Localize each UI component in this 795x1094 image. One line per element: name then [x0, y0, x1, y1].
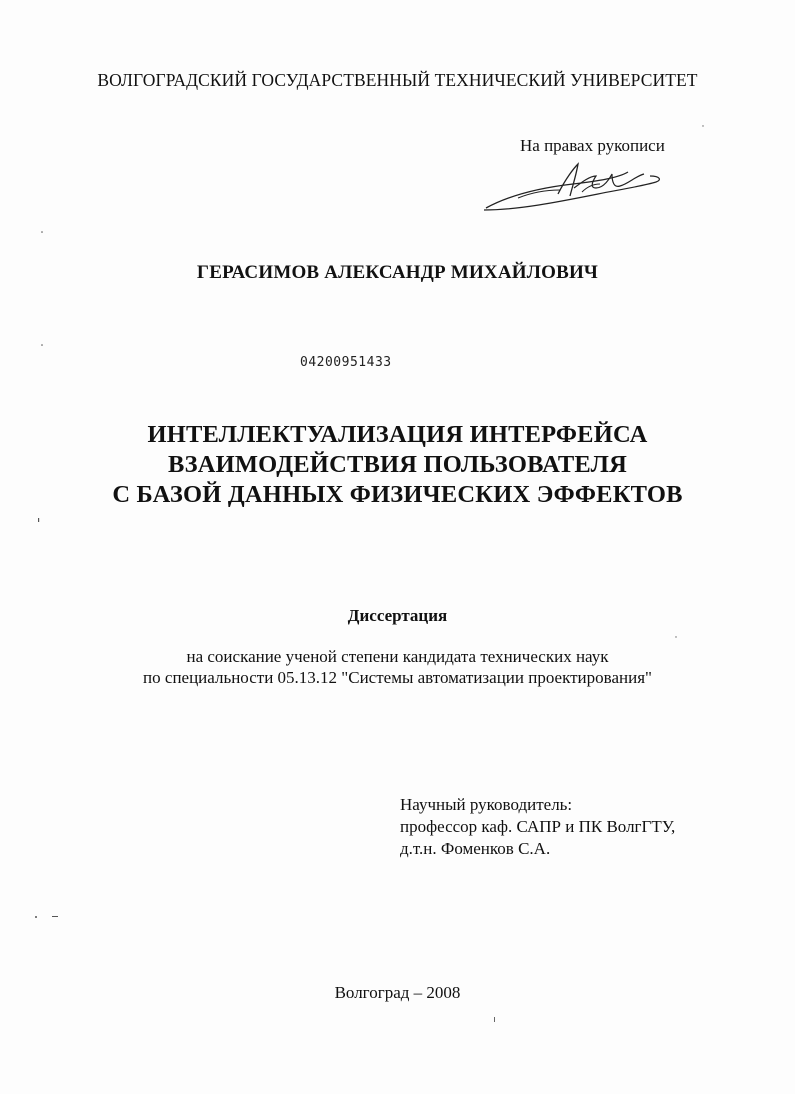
- document-type: Диссертация: [347, 606, 448, 625]
- university-name: ВОЛГОГРАДСКИЙ ГОСУДАРСТВЕННЫЙ ТЕХНИЧЕСКИЙ УНИВЕРСИТЕТ: [97, 70, 698, 90]
- supervisor-label: Научный руководитель:: [400, 795, 573, 814]
- city-year: Волгоград – 2008: [334, 983, 461, 1002]
- supervisor-position: профессор каф. САПР и ПК ВолгГТУ,: [400, 817, 676, 836]
- supervisor-block: [400, 794, 675, 860]
- degree-description: [0, 646, 795, 688]
- degree-line-1: на соискание ученой степени кандидата технических наук: [186, 647, 609, 666]
- registration-code: 04200951433: [300, 355, 392, 370]
- degree-line-2: по специальности 05.13.12 "Системы автоматизации проектирования": [143, 668, 652, 687]
- author-name: ГЕРАСИМОВ АЛЕКСАНДР МИХАЙЛОВИЧ: [196, 262, 599, 283]
- manuscript-rights-label: На правах рукописи: [520, 136, 665, 155]
- supervisor-name: д.т.н. Фоменков С.А.: [400, 839, 551, 858]
- title-line-1: ИНТЕЛЛЕКТУАЛИЗАЦИЯ ИНТЕРФЕЙСА: [147, 421, 648, 448]
- title-line-3: С БАЗОЙ ДАННЫХ ФИЗИЧЕСКИХ ЭФФЕКТОВ: [112, 481, 683, 508]
- signature-icon: [478, 158, 668, 220]
- title-line-2: ВЗАИМОДЕЙСТВИЯ ПОЛЬЗОВАТЕЛЯ: [168, 451, 627, 478]
- dissertation-title: [0, 420, 795, 510]
